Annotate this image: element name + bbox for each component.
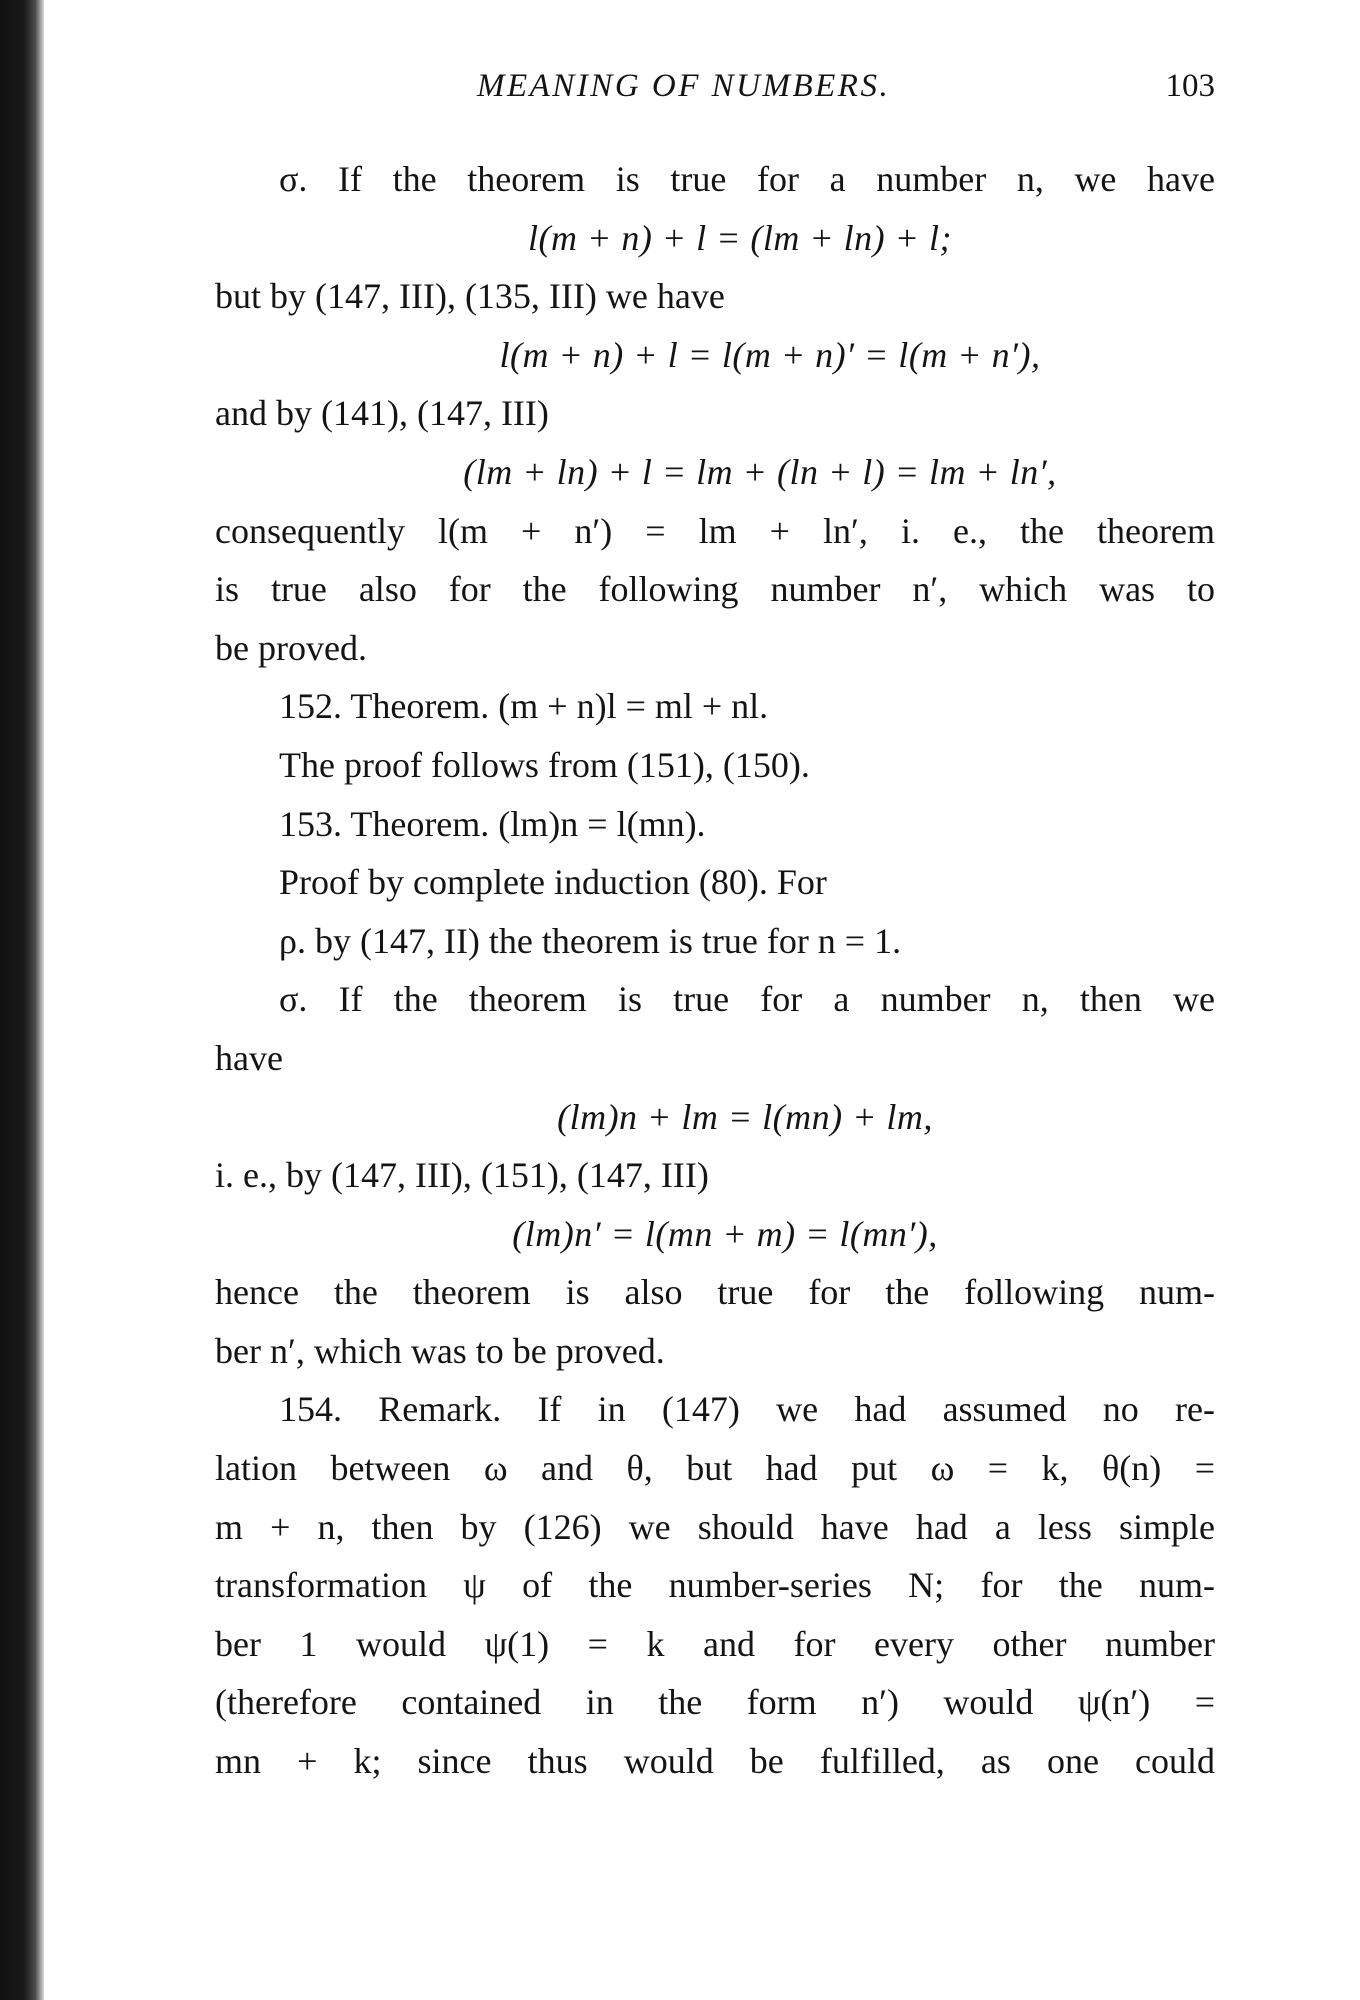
text-line: ber n′, which was to be proved.: [215, 1330, 665, 1371]
text-line: ber 1 would ψ(1) = k and for every other number: [215, 1623, 1215, 1664]
text-line: σ. If the theorem is true for a number n, we have: [279, 159, 1215, 199]
text-line: consequently l(m + n′) = lm + ln′, i. e., the theorem: [215, 510, 1215, 551]
text-line: Proof by complete induction (80). For: [279, 862, 827, 903]
text-line: m + n, then by (126) we should have had a less simple: [215, 1506, 1215, 1547]
text-line: lation between ω and θ, but had put ω = k, θ(n) =: [215, 1448, 1215, 1489]
equation-line: l(m + n) + l = l(m + n)′ = l(m + n′),: [499, 334, 1041, 375]
page-header: [215, 62, 1215, 112]
text-line: The proof follows from (151), (150).: [279, 744, 810, 785]
text-line: (therefore contained in the form n′) would ψ(n′) =: [215, 1682, 1215, 1723]
text-line: but by (147, III), (135, III) we have: [215, 276, 725, 317]
running-title: MEANING OF NUMBERS.: [477, 68, 891, 104]
equation-line: (lm)n′ = l(mn + m) = l(mn′),: [512, 1213, 938, 1254]
book-binding-edge: [0, 0, 44, 2000]
text-line: σ. If the theorem is true for a number n, then we: [279, 979, 1215, 1020]
text-line: is true also for the following number n′, which was to: [215, 569, 1215, 610]
text-line: hence the theorem is also true for the following num-: [215, 1272, 1215, 1313]
text-line: and by (141), (147, III): [215, 393, 549, 434]
text-line: be proved.: [215, 627, 367, 668]
text-line: have: [215, 1037, 283, 1078]
equation-line: l(m + n) + l = (lm + ln) + l;: [528, 217, 952, 258]
equation-line: (lm + ln) + l = lm + (ln + l) = lm + ln′,: [463, 451, 1057, 492]
equation-line: (lm)n + lm = l(mn) + lm,: [557, 1096, 933, 1137]
theorem-line: 153. Theorem. (lm)n = l(mn).: [279, 803, 706, 844]
page-number: 103: [1165, 68, 1215, 104]
page-body: [215, 150, 1215, 1791]
text-line: i. e., by (147, III), (151), (147, III): [215, 1155, 709, 1196]
text-line: transformation ψ of the number-series N; for the num-: [215, 1565, 1215, 1606]
text-line: mn + k; since thus would be fulfilled, as one could: [215, 1741, 1215, 1782]
text-line: ρ. by (147, II) the theorem is true for n = 1.: [279, 920, 902, 961]
theorem-line: 152. Theorem. (m + n)l = ml + nl.: [279, 686, 769, 727]
remark-line: 154. Remark. If in (147) we had assumed no re-: [279, 1389, 1215, 1430]
